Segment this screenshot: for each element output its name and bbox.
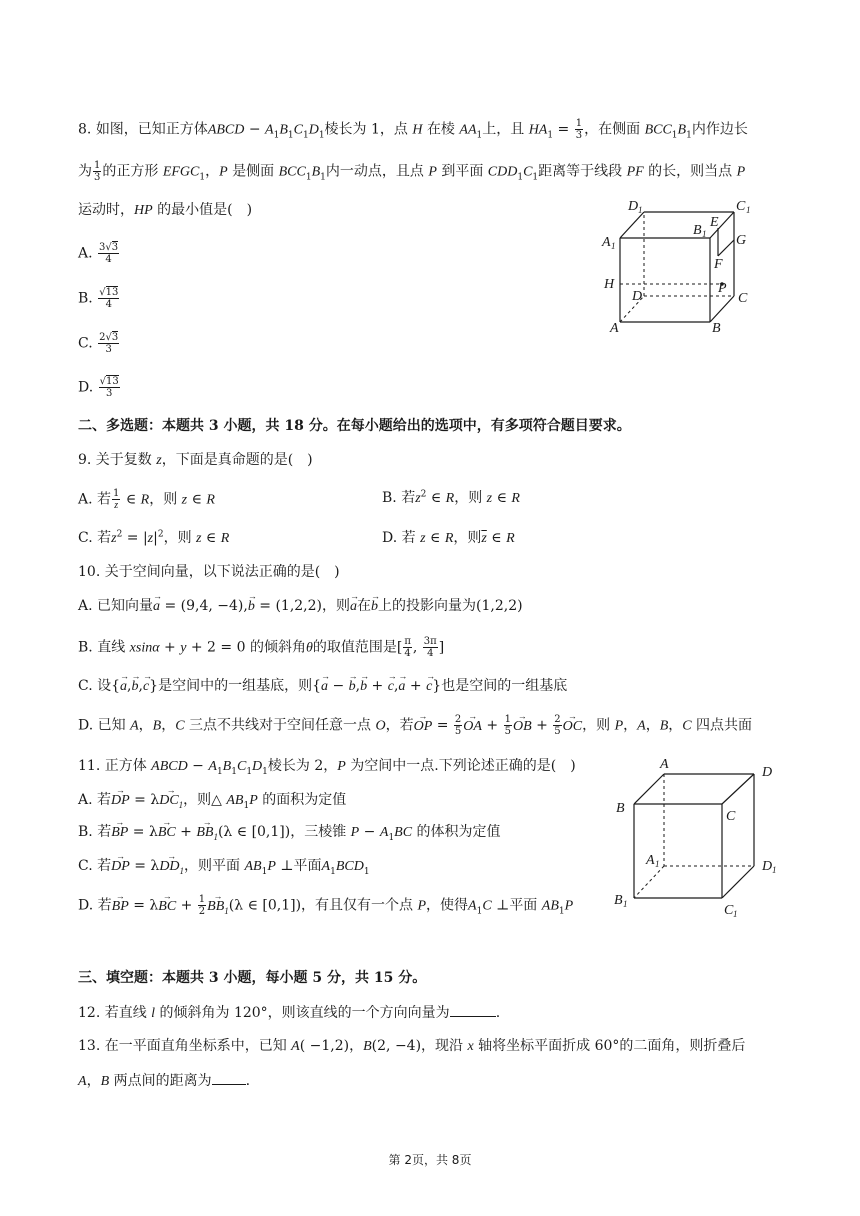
q9-option-c: C. 若$z^2 = |z|^2$，则 z ∈ R bbox=[78, 529, 230, 546]
svg-text:1: 1 bbox=[772, 865, 777, 875]
edge-b-a bbox=[634, 774, 664, 804]
q8-option-a: A. $\frac{3√3}{4}$ bbox=[78, 242, 119, 265]
q11-option-b: B. 若→ BP = λ→ BC + → $BB_1(\lambda$ ∈ [0,1])，三棱锥 $P - A_1BC$ 的体积为定值 bbox=[78, 822, 501, 843]
label-a1: A bbox=[602, 235, 611, 250]
section-heading-fill-in: 三、填空题：本题共 3 小题，每小题 5 分，共 15 分。 bbox=[78, 970, 427, 986]
edge-b-c bbox=[710, 296, 734, 322]
label-c1: C bbox=[736, 199, 746, 214]
label-b: B bbox=[616, 801, 625, 816]
q9-option-a: A. 若 $\frac{1}{z}$ ∈ R，则 z ∈ R bbox=[78, 488, 215, 511]
q10-option-a: A. 已知向量→ a = (9,4, −4),→ b = (1,2,2)，则→ a在→ b上的投影向量为(1,2,2) bbox=[78, 596, 523, 617]
q11-option-c: C. 若→ DP = $\lambda\to DD_1$，则平面 $AB_1P$ ⊥平面$A_1BCD_1$ bbox=[78, 856, 370, 877]
q13-line2: A，B 两点间的距离为 . bbox=[78, 1070, 250, 1092]
label-g: G bbox=[736, 233, 747, 248]
q13-line1: 13. 在一平面直角坐标系中，已知 A( −1,2)，B(2, −4)，现沿 x 轴将坐标平面折成 60°的二面角，则折叠后 bbox=[78, 1038, 746, 1054]
q13-answer-blank[interactable] bbox=[212, 1070, 246, 1085]
page-footer: 第 2页，共 8页 bbox=[388, 1153, 472, 1167]
label-a: A bbox=[660, 757, 669, 772]
edge-c-d bbox=[722, 774, 754, 804]
label-c: C bbox=[738, 291, 748, 306]
q12-answer-blank[interactable] bbox=[450, 1002, 496, 1017]
label-d1: D bbox=[762, 859, 773, 874]
q12-text: 12. 若直线 l 的倾斜角为 120°，则该直线的一个方向向量为 . bbox=[78, 1002, 500, 1024]
svg-text:1: 1 bbox=[623, 899, 628, 909]
q8-option-c: C. $\frac{2√3}{3}$ bbox=[78, 332, 119, 355]
svg-text:1: 1 bbox=[746, 205, 751, 215]
label-c1: C bbox=[724, 903, 734, 918]
edge-f-g bbox=[718, 240, 734, 256]
label-b1: B bbox=[693, 223, 702, 238]
q8-option-b: B. $\frac{√13}{4}$ bbox=[78, 287, 119, 310]
edge-a1-d1 bbox=[620, 212, 644, 238]
label-a: A bbox=[610, 321, 619, 336]
q11-option-a: A. 若→ DP = $\lambda\to DC_1$，则△ $AB_1P$ 的面积为定值 bbox=[78, 790, 346, 811]
label-e: E bbox=[710, 215, 719, 230]
label-b: B bbox=[712, 321, 721, 336]
q9-option-b: B. 若$z^2$ ∈ R，则 z ∈ R bbox=[382, 489, 520, 506]
label-d: D bbox=[632, 289, 643, 304]
svg-text:1: 1 bbox=[655, 859, 660, 869]
label-b1: B bbox=[614, 893, 623, 908]
section-heading-multiple-choice: 二、多选题：本题共 3 小题，共 18 分。在每小题给出的选项中，有多项符合题目要求。 bbox=[78, 418, 631, 434]
q8-line3: 运动时，HP 的最小值是( ) bbox=[78, 202, 253, 218]
q9-option-d: D. 若 z ∈ R，则$\overline{z}$ ∈ R bbox=[382, 530, 515, 546]
svg-text:1: 1 bbox=[702, 229, 707, 239]
label-c: C bbox=[726, 809, 736, 824]
q10-option-c: C. 设{→ a,→ b,→ c}是空间中的一组基底，则{→ a − → b,→ b + → c,→ a + → c}也是空间的一组基底 bbox=[78, 676, 567, 697]
q10-option-b: B. 直线 xsinα + y + 2 = 0 的倾斜角θ的取值范围是[ $\frac{\pi}{4}$ , $\frac{3\pi}{4}$ ] bbox=[78, 636, 445, 659]
q11-cube-figure bbox=[612, 752, 792, 922]
label-h: H bbox=[604, 277, 615, 292]
edge-c1-d1 bbox=[722, 866, 754, 898]
svg-text:1: 1 bbox=[611, 241, 616, 251]
q11-stem: 11. 正方体 ABCD − $A_1B_1C_1D_1$棱长为 2，P 为空间中一点.下列论述正确的是( ) bbox=[78, 758, 576, 777]
label-f: F bbox=[714, 257, 723, 272]
q8-line1: 8. 如图，已知正方体ABCD − $A_1B_1C_1D_1$棱长为 1，点 H 在棱 $AA_1$上，且 $HA_1$ = $\frac{1}{3}$ ，在侧面 $BCC_1B_1$内作边长 bbox=[78, 118, 748, 141]
q8-line2: 为 $\frac{1}{3}$ 的正方形 $EFGC_1$，P 是侧面 $BCC_1B_1$内一动点，且点 P 到平面 $CDD_1C_1$距离等于线段 PF 的长，则当点 P bbox=[78, 160, 746, 183]
q10-stem: 10. 关于空间向量，以下说法正确的是( ) bbox=[78, 564, 340, 580]
q8-cube-figure bbox=[598, 196, 758, 336]
label-d: D bbox=[762, 765, 773, 780]
q9-stem: 9. 关于复数 z，下面是真命题的是( ) bbox=[78, 452, 313, 468]
q8-option-d: D. $\frac{√13}{3}$ bbox=[78, 376, 119, 399]
label-a1: A bbox=[646, 853, 655, 868]
label-d1: D bbox=[628, 199, 639, 214]
svg-text:1: 1 bbox=[638, 205, 643, 215]
svg-text:1: 1 bbox=[733, 909, 738, 919]
q11-option-d: D. 若→ BP = λ→ BC + $\frac{1}{2}$ → $BB_1(\lambda$ ∈ [0,1])，有且仅有一个点 P，使得$A_1C$ ⊥平面 $AB_1P$ bbox=[78, 894, 573, 917]
hidden-edge-a1-b1 bbox=[634, 866, 664, 898]
q10-option-d: D. 已知 A，B，C 三点不共线对于空间任意一点 O，若→ OP = $\frac{2}{5}$ → OA + $\frac{1}{5}$ → OB + $\frac{2}{5}$ → OC，则 P，A，B，C 四点共面 bbox=[78, 714, 752, 737]
label-p: P bbox=[718, 281, 727, 296]
